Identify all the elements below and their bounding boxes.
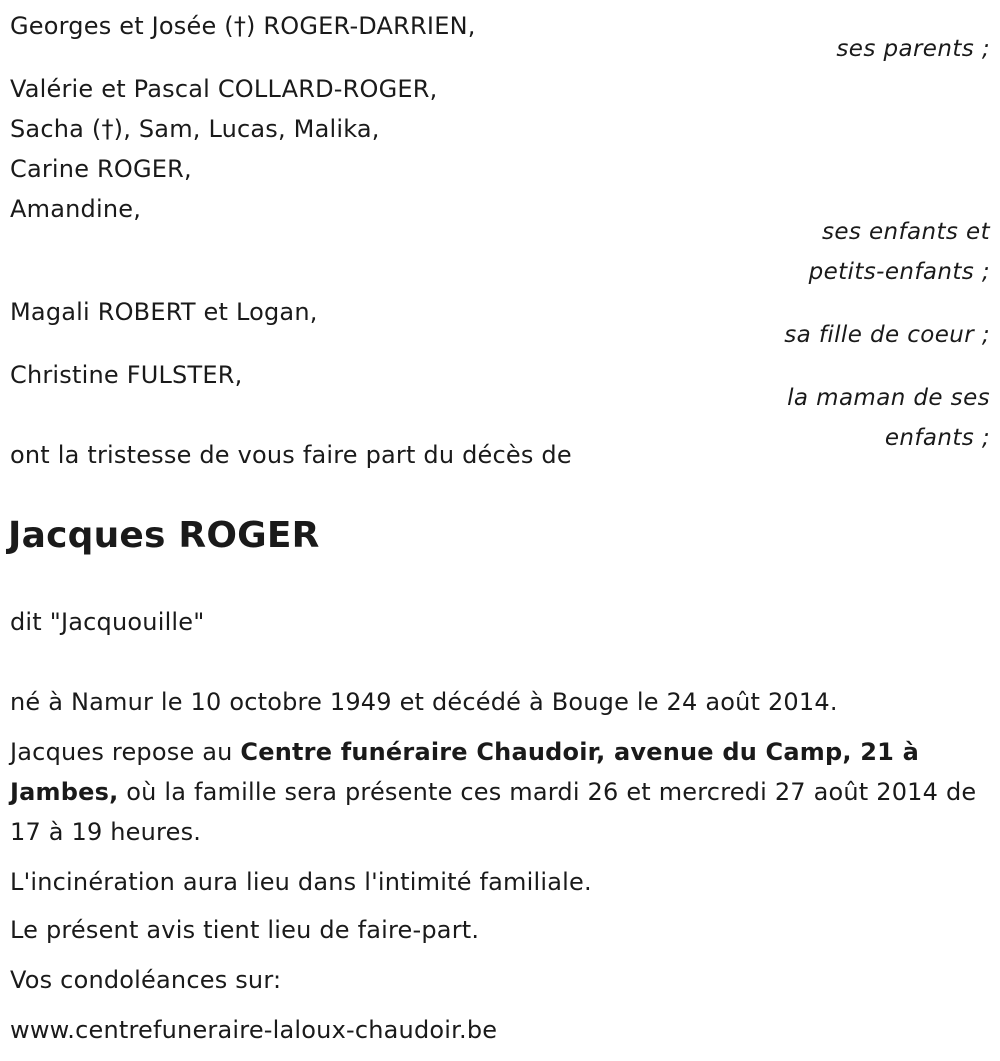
- heart-daughter-relation: sa fille de coeur ;: [784, 322, 990, 348]
- rest-intro: Jacques repose au: [10, 738, 241, 766]
- children-relation-2: petits-enfants ;: [808, 259, 990, 285]
- website-link[interactable]: www.centrefuneraire-laloux-chaudoir.be: [10, 1016, 498, 1044]
- children-line-2: Sacha (†), Sam, Lucas, Malika,: [10, 115, 380, 143]
- notice-text: Le présent avis tient lieu de faire-part.: [10, 916, 480, 944]
- mother-relation-2: enfants ;: [884, 425, 990, 451]
- announcement: ont la tristesse de vous faire part du décès de: [10, 441, 572, 469]
- rest-place: Centre funéraire Chaudoir, avenue du Camp, 21 à Jambes,: [10, 738, 919, 806]
- children-line-4: Amandine,: [10, 195, 142, 223]
- mother-relation-1: la maman de ses: [787, 385, 990, 411]
- children-line-1: Valérie et Pascal COLLARD-ROGER,: [10, 75, 438, 103]
- heart-daughter-line: Magali ROBERT et Logan,: [10, 298, 318, 326]
- parents-relation: ses parents ;: [836, 36, 990, 62]
- deceased-name: Jacques ROGER: [8, 515, 320, 556]
- parents-line: Georges et Josée (†) ROGER-DARRIEN,: [10, 12, 476, 40]
- deceased-dates: né à Namur le 10 octobre 1949 et décédé à Bouge le 24 août 2014.: [10, 688, 838, 716]
- children-line-3: Carine ROGER,: [10, 155, 192, 183]
- rest-rest: où la famille sera présente ces mardi 26 et mercredi 27 août 2014 de 17 à 19 heures.: [10, 778, 977, 846]
- condolences-label: Vos condoléances sur:: [10, 966, 282, 994]
- children-relation-1: ses enfants et: [821, 219, 990, 245]
- cremation-text: L'incinération aura lieu dans l'intimité familiale.: [10, 868, 592, 896]
- rest-paragraph: [10, 732, 985, 852]
- mother-line: Christine FULSTER,: [10, 361, 243, 389]
- deceased-nickname: dit "Jacquouille": [10, 608, 205, 636]
